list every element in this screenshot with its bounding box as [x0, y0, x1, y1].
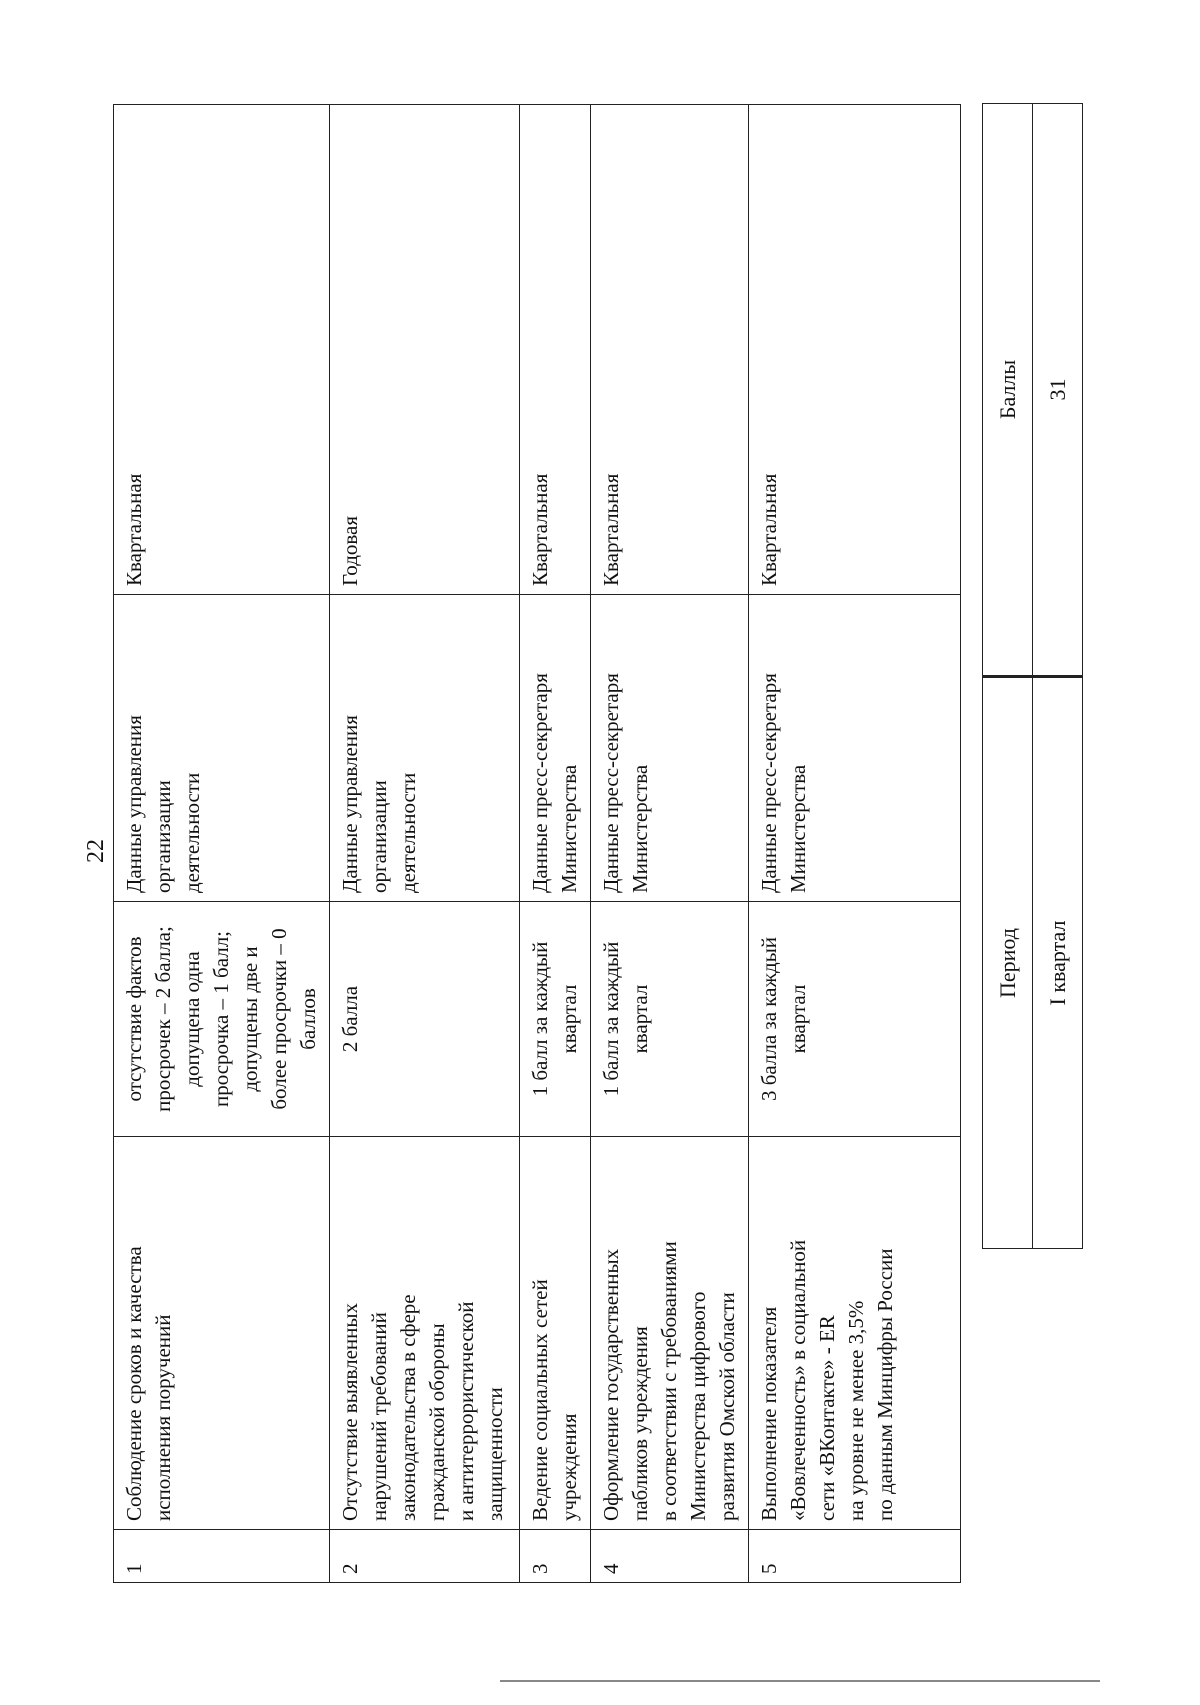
row-number: 4	[591, 1530, 749, 1583]
cell-line: деятельности	[180, 772, 204, 893]
cell-line: квартал	[557, 984, 581, 1054]
page-number: 22	[83, 839, 109, 863]
summary-header-points: Баллы	[983, 104, 1033, 677]
cell-line: гражданской обороны	[425, 1323, 449, 1521]
cell-line: деятельности	[396, 772, 420, 893]
cell-line: сети «ВКонтакте» - ER	[815, 1315, 839, 1521]
cell-line: Министерства	[557, 764, 581, 893]
score-cell	[591, 902, 749, 1137]
table-row	[591, 105, 749, 1583]
cell-line: пабликов учреждения	[628, 1326, 652, 1521]
indicator-cell	[591, 1137, 749, 1530]
criteria-table-wrapper	[113, 105, 939, 1583]
bottom-scan-line	[500, 1680, 1100, 1682]
cell-line: 1 балл за каждый	[528, 941, 552, 1097]
score-cell	[749, 902, 961, 1137]
score-cell	[114, 902, 330, 1137]
period-cell: Годовая	[330, 105, 520, 595]
cell-line: Данные управления	[122, 715, 146, 893]
source-cell	[591, 595, 749, 902]
cell-line: квартал	[786, 984, 810, 1054]
row-number: 5	[749, 1530, 961, 1583]
summary-table-wrapper	[982, 104, 1082, 1249]
table-row	[330, 105, 520, 1583]
summary-period: I квартал	[1033, 677, 1083, 1249]
cell-line: 3 балла за каждый	[757, 936, 781, 1102]
summary-points: 31	[1033, 104, 1083, 677]
cell-line: и антитеррористической	[454, 1301, 478, 1521]
source-cell	[114, 595, 330, 902]
cell-line: организации	[367, 780, 391, 893]
cell-line: 2 балла	[338, 985, 362, 1053]
cell-line: Оформление государственных	[599, 1248, 623, 1521]
cell-line: Министерства	[786, 764, 810, 893]
cell-line: Министерства цифрового	[686, 1291, 710, 1521]
cell-line: квартал	[628, 984, 652, 1054]
row-number: 2	[330, 1530, 520, 1583]
cell-line: Ведение социальных сетей	[528, 1279, 552, 1521]
period-cell: Квартальная	[749, 105, 961, 595]
score-cell	[330, 902, 520, 1137]
cell-line: Данные пресс-секретаря	[599, 673, 623, 893]
criteria-table	[113, 104, 961, 1583]
cell-line: «Вовлеченность» в социальной	[786, 1239, 810, 1521]
cell-line: более просрочки – 0	[267, 928, 291, 1110]
cell-line: Выполнение показателя	[757, 1306, 781, 1521]
cell-line: Министерства	[628, 764, 652, 893]
cell-line: учреждения	[557, 1413, 581, 1521]
cell-line: защищенности	[483, 1387, 507, 1521]
period-cell: Квартальная	[591, 105, 749, 595]
cell-line: просрочек – 2 балла;	[151, 926, 175, 1112]
table-row	[114, 105, 330, 1583]
cell-line: на уровне не менее 3,5%	[844, 1300, 868, 1521]
cell-line: баллов	[296, 988, 320, 1050]
indicator-cell	[520, 1137, 591, 1530]
indicator-cell	[749, 1137, 961, 1530]
row-number: 1	[114, 1530, 330, 1583]
indicator-cell	[114, 1137, 330, 1530]
source-cell	[330, 595, 520, 902]
summary-header-row	[983, 104, 1033, 1249]
cell-line: просрочка – 1 балл;	[209, 930, 233, 1108]
summary-row	[1033, 104, 1083, 1249]
cell-line: Соблюдение сроков и качества	[122, 1246, 146, 1521]
period-cell: Квартальная	[520, 105, 591, 595]
cell-line: нарушений требований	[367, 1312, 391, 1521]
cell-line: Данные управления	[338, 715, 362, 893]
period-cell: Квартальная	[114, 105, 330, 595]
indicator-cell	[330, 1137, 520, 1530]
table-row	[749, 105, 961, 1583]
cell-line: отсутствие фактов	[122, 936, 146, 1102]
summary-header-period: Период	[983, 677, 1033, 1249]
cell-line: законодательства в сфере	[396, 1294, 420, 1521]
summary-table	[982, 103, 1083, 1249]
cell-line: допущена одна	[180, 951, 204, 1087]
cell-line: Отсутствие выявленных	[338, 1302, 362, 1521]
score-cell	[520, 902, 591, 1137]
cell-line: в соответствии с требованиями	[657, 1241, 681, 1521]
cell-line: допущены две и	[238, 946, 262, 1092]
cell-line: развития Омской области	[715, 1292, 739, 1521]
table-row	[520, 105, 591, 1583]
cell-line: по данным Минцифры России	[873, 1248, 897, 1521]
cell-line: исполнения поручений	[151, 1314, 175, 1521]
cell-line: Данные пресс-секретаря	[528, 673, 552, 893]
cell-line: организации	[151, 780, 175, 893]
cell-line: Данные пресс-секретаря	[757, 673, 781, 893]
source-cell	[520, 595, 591, 902]
cell-line: 1 балл за каждый	[599, 941, 623, 1097]
source-cell	[749, 595, 961, 902]
row-number: 3	[520, 1530, 591, 1583]
